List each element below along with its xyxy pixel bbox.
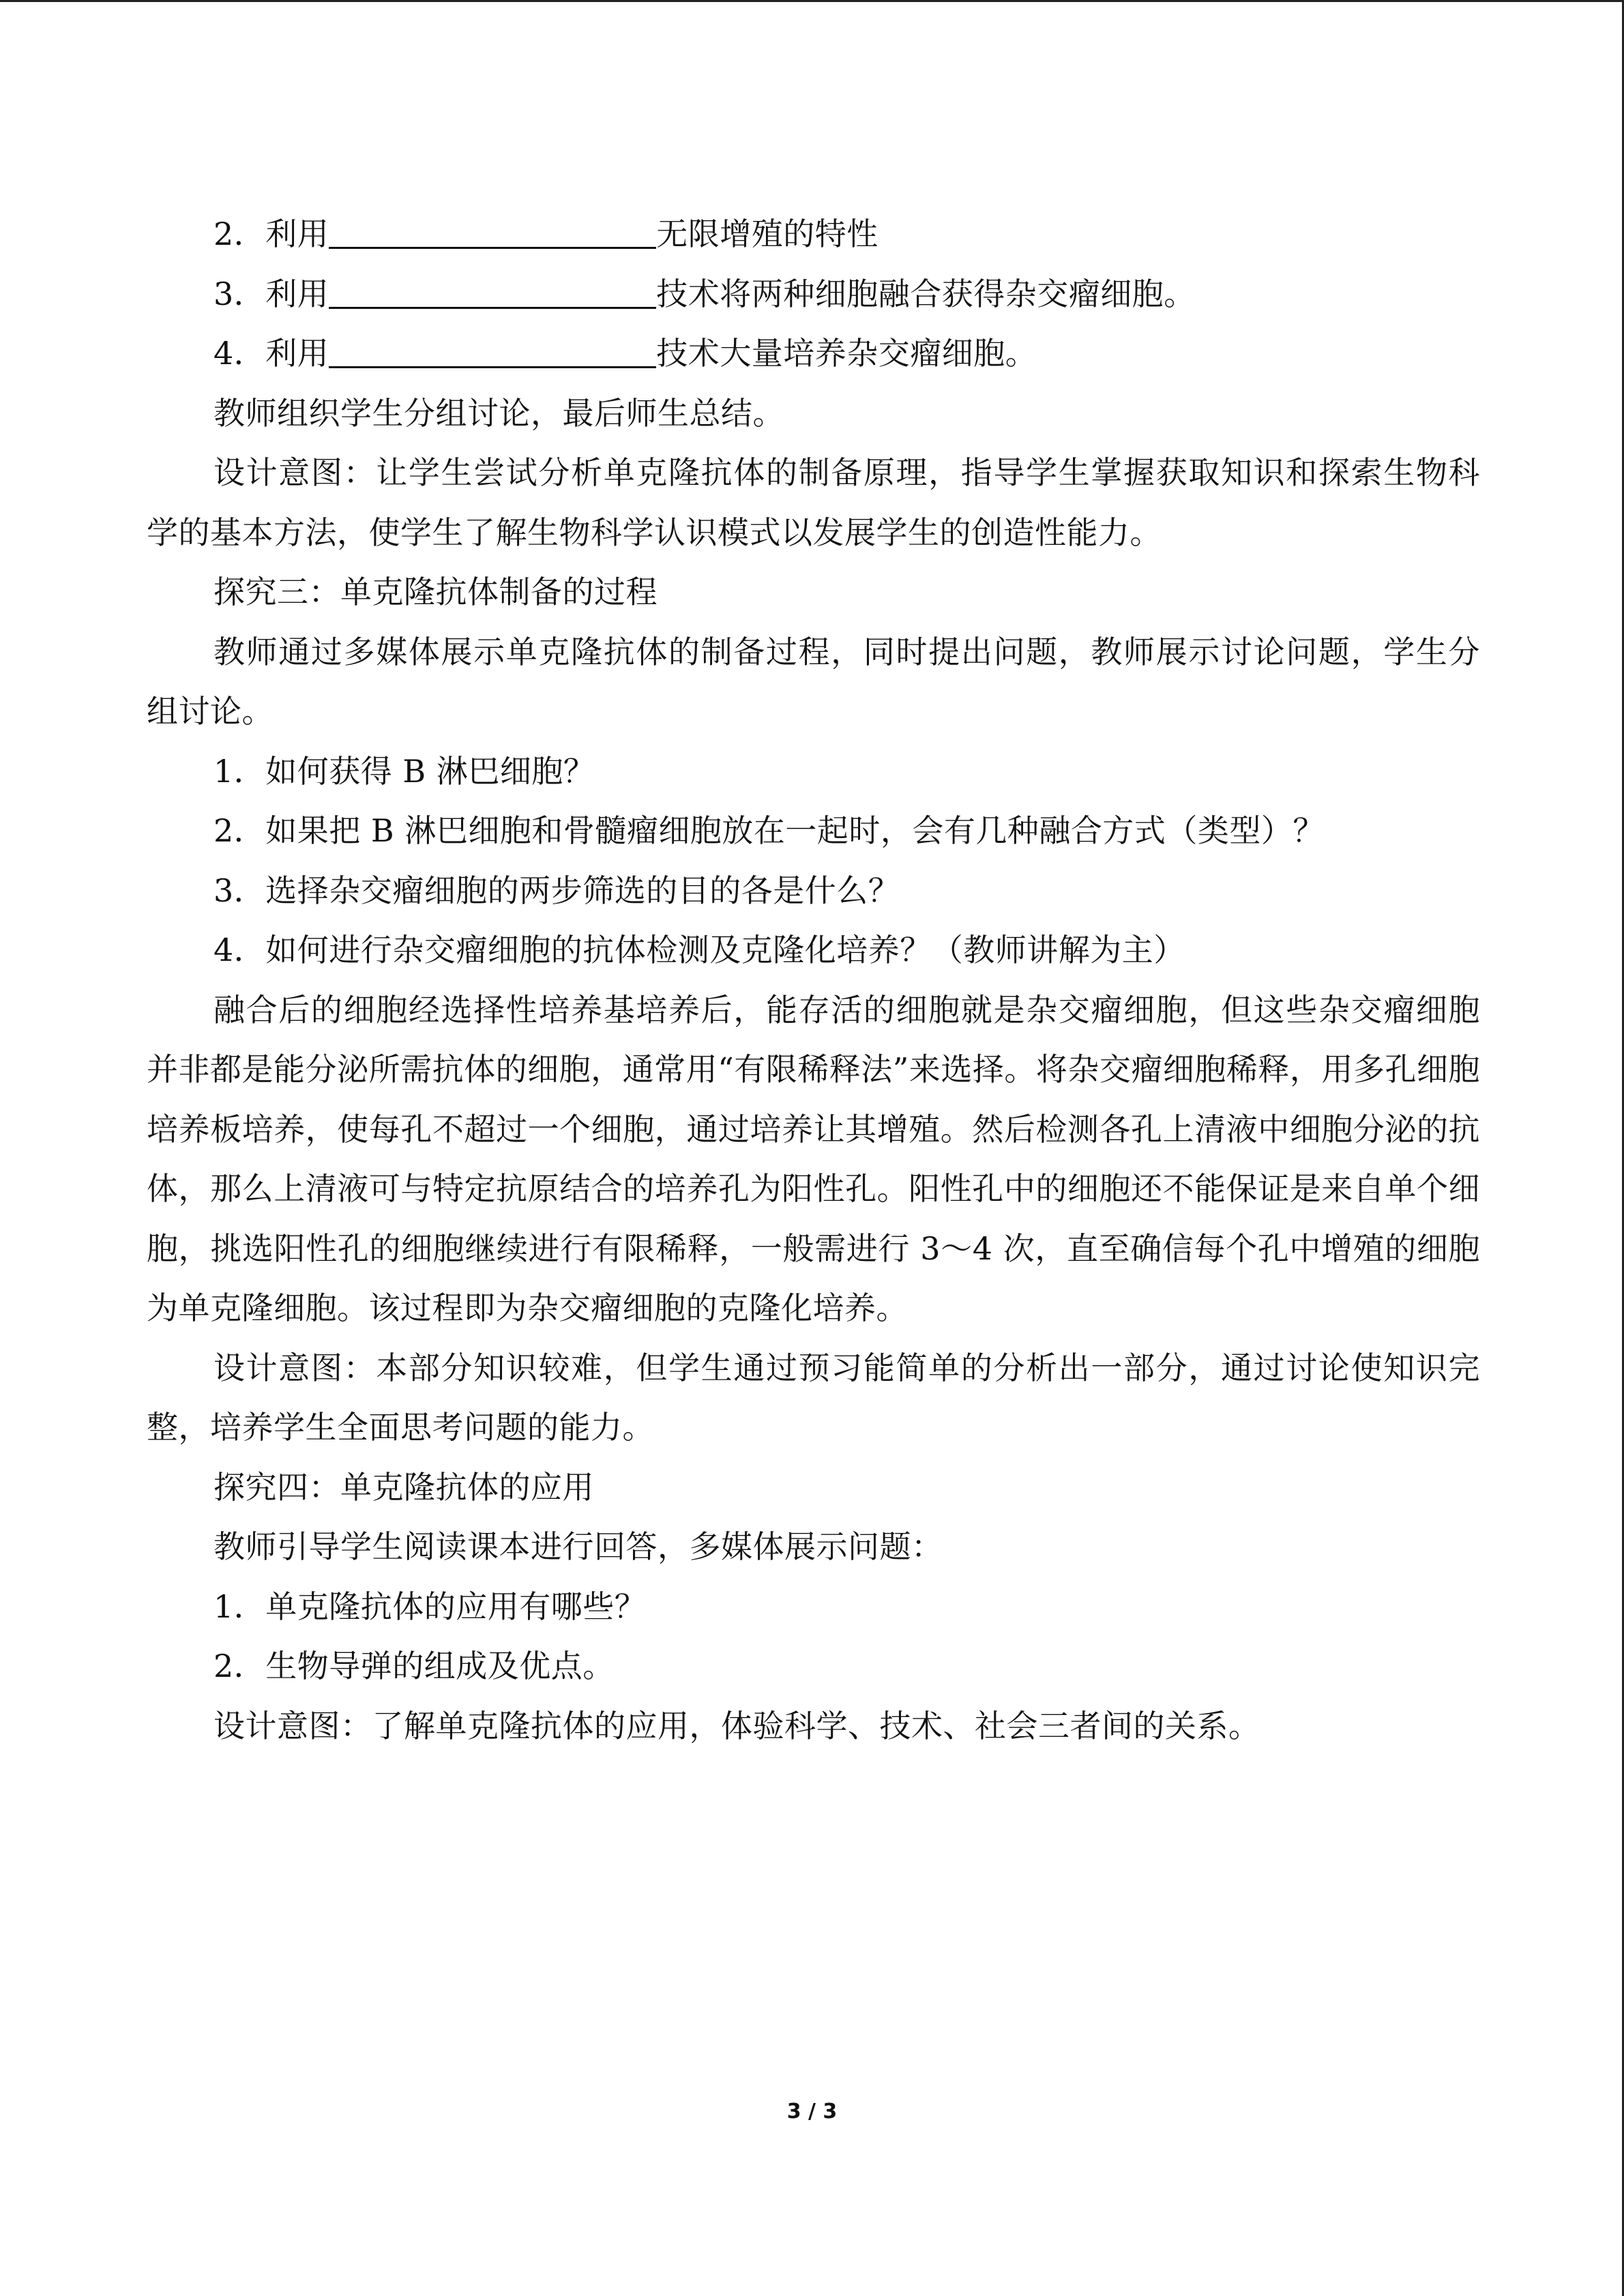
paragraph: 融合后的细胞经选择性培养基培养后，能存活的细胞就是杂交瘤细胞，但这些杂交瘤细胞并非都是能分泌所需抗体的细胞，通常用“有限稀释法”来选择。将杂交瘤细胞稀释，用多孔细胞培养板培养，使每孔不超过一个细胞，通过培养让其增殖。然后检测各孔上清液中细胞分泌的抗体，那么上清液可与特定抗原结合的培养孔为阳性孔。阳性孔中的细胞还不能保证是来自单个细胞，挑选阳性孔的细胞继续进行有限稀释，一般需进行 3～4 次，直至确信每个孔中增殖的细胞为单克隆细胞。该过程即为杂交瘤细胞的克隆化培养。 xyxy=(147,991,1480,1326)
document-body xyxy=(147,205,1480,1756)
fill-blank-prefix: 4．利用 xyxy=(213,335,329,372)
fill-blank-prefix: 3．利用 xyxy=(213,275,329,312)
paragraph: 教师组织学生分组讨论，最后师生总结。 xyxy=(213,394,784,432)
fill-blank-line xyxy=(147,205,1480,265)
fill-blank-line xyxy=(147,265,1480,325)
page-number: 3 / 3 xyxy=(786,2100,838,2123)
answer-blank xyxy=(329,217,656,249)
answer-blank xyxy=(329,336,656,368)
fill-blank-prefix: 2．利用 xyxy=(213,215,329,252)
design-intent-paragraph: 设计意图：本部分知识较难，但学生通过预习能简单的分析出一部分，通过讨论使知识完整，培养学生全面思考问题的能力。 xyxy=(147,1349,1480,1446)
section-heading: 探究四：单克隆抗体的应用 xyxy=(213,1468,594,1506)
question-item: 1．如何获得 B 淋巴细胞？ xyxy=(213,752,595,790)
fill-blank-suffix: 技术大量培养杂交瘤细胞。 xyxy=(656,335,1037,372)
question-item: 2．如果把 B 淋巴细胞和骨髓瘤细胞放在一起时，会有几种融合方式（类型）？ xyxy=(213,812,1325,849)
question-item: 4．如何进行杂交瘤细胞的抗体检测及克隆化培养？（教师讲解为主） xyxy=(213,931,1185,968)
design-intent-paragraph: 设计意图：让学生尝试分析单克隆抗体的制备原理，指导学生掌握获取知识和探索生物科学的基本方法，使学生了解生物科学认识模式以发展学生的创造性能力。 xyxy=(147,454,1480,551)
question-item: 1．单克隆抗体的应用有哪些？ xyxy=(213,1587,647,1625)
answer-blank xyxy=(329,277,656,309)
fill-blank-line xyxy=(147,324,1480,384)
page-border-top xyxy=(0,0,1624,2)
paragraph: 教师通过多媒体展示单克隆抗体的制备过程，同时提出问题，教师展示讨论问题，学生分组讨论。 xyxy=(147,633,1480,730)
question-item: 3．选择杂交瘤细胞的两步筛选的目的各是什么？ xyxy=(213,871,900,909)
fill-blank-suffix: 无限增殖的特性 xyxy=(656,215,879,252)
design-intent-paragraph: 设计意图：了解单克隆抗体的应用，体验科学、技术、社会三者间的关系。 xyxy=(213,1707,1260,1744)
section-heading: 探究三：单克隆抗体制备的过程 xyxy=(213,573,658,610)
fill-blank-suffix: 技术将两种细胞融合获得杂交瘤细胞。 xyxy=(656,275,1196,312)
paragraph: 教师引导学生阅读课本进行回答，多媒体展示问题： xyxy=(213,1528,943,1565)
question-item: 2．生物导弹的组成及优点。 xyxy=(213,1648,615,1684)
